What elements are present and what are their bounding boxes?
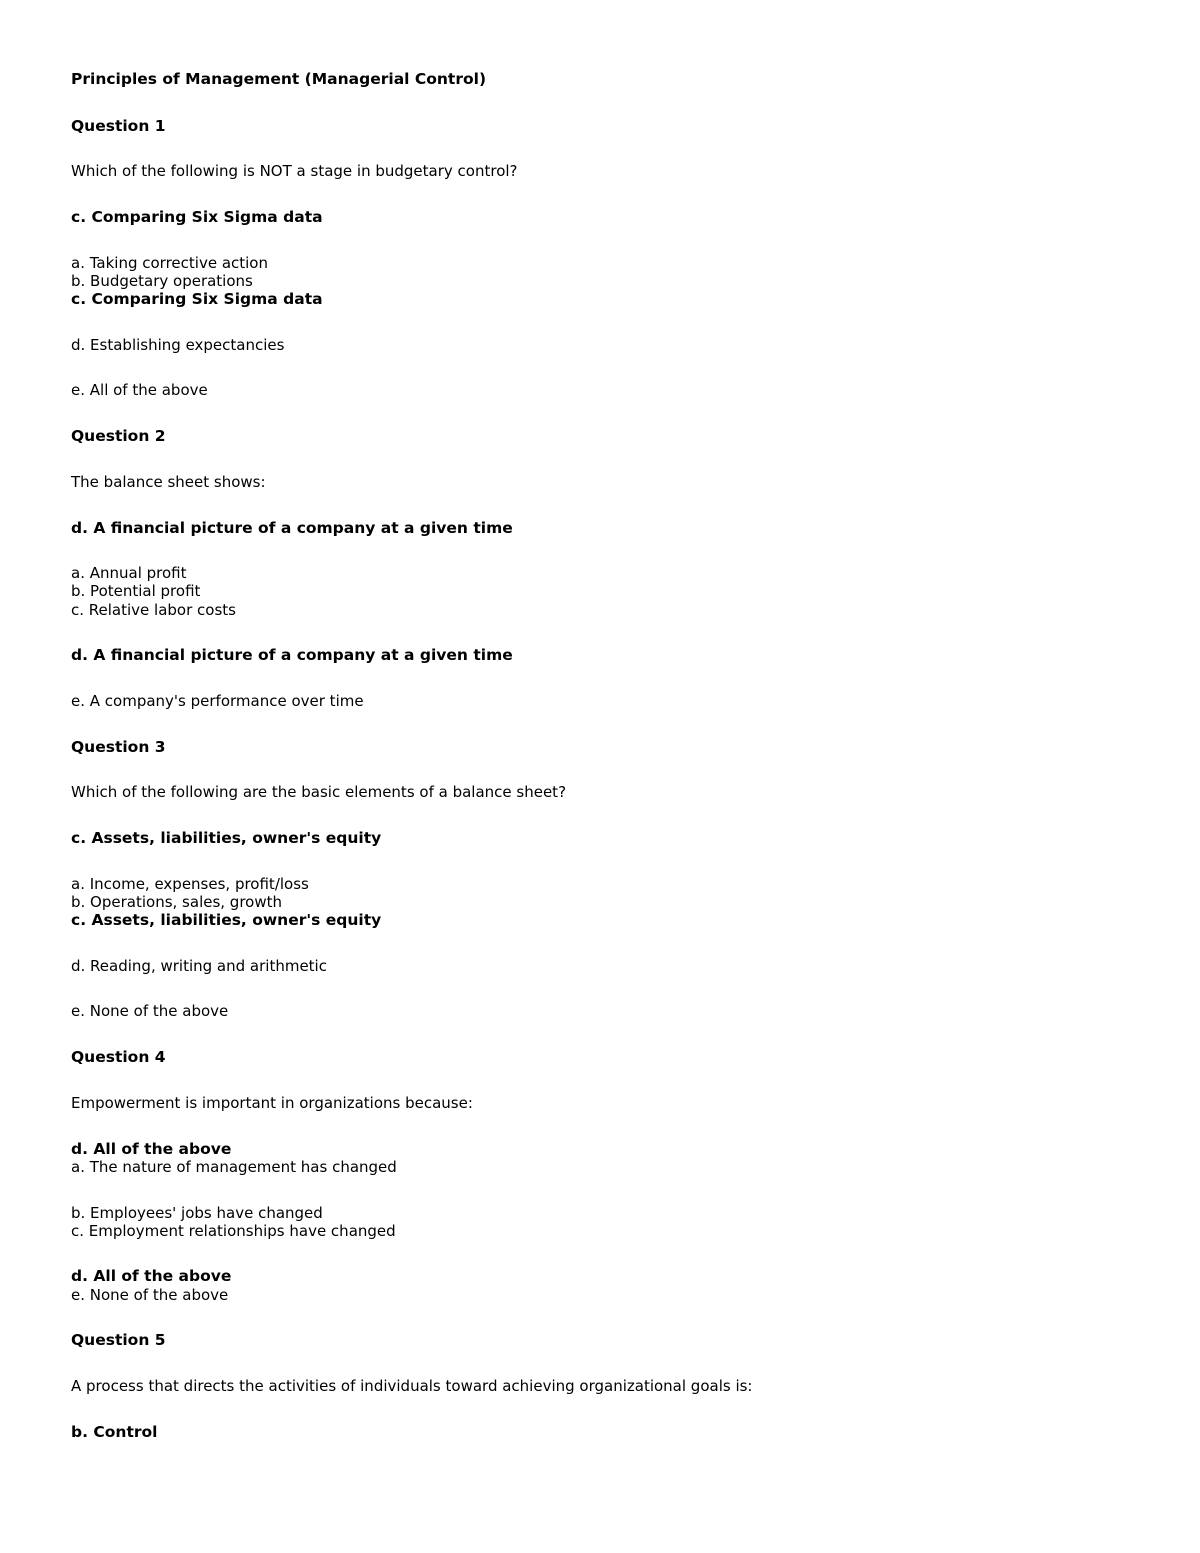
question-4-option-e: e. None of the above xyxy=(71,1286,229,1304)
question-2-prompt: The balance sheet shows: xyxy=(71,473,266,491)
question-3-option-e: e. None of the above xyxy=(71,1002,229,1020)
question-5-prompt: A process that directs the activities of individuals toward achieving organizational goals is: xyxy=(71,1377,753,1395)
question-3-prompt: Which of the following are the basic elements of a balance sheet? xyxy=(71,783,567,801)
question-1-prompt: Which of the following is NOT a stage in budgetary control? xyxy=(71,162,518,180)
question-3-option-b: b. Operations, sales, growth xyxy=(71,893,283,911)
question-2-option-b: b. Potential profit xyxy=(71,582,201,600)
question-3-option-a: a. Income, expenses, profit/loss xyxy=(71,875,309,893)
question-1-option-c: c. Comparing Six Sigma data xyxy=(71,290,323,308)
question-1-option-d: d. Establishing expectancies xyxy=(71,336,285,354)
question-2-option-d: d. A financial picture of a company at a given time xyxy=(71,646,513,664)
question-2-option-c: c. Relative labor costs xyxy=(71,601,236,619)
document-title: Principles of Management (Managerial Control) xyxy=(71,70,487,88)
question-3-option-d: d. Reading, writing and arithmetic xyxy=(71,957,327,975)
question-5-heading: Question 5 xyxy=(71,1331,166,1349)
question-4-option-c: c. Employment relationships have changed xyxy=(71,1222,396,1240)
question-4-option-a: a. The nature of management has changed xyxy=(71,1158,397,1176)
question-1-option-b: b. Budgetary operations xyxy=(71,272,253,290)
question-1-answer: c. Comparing Six Sigma data xyxy=(71,208,323,226)
question-5-answer: b. Control xyxy=(71,1423,158,1441)
question-3-answer: c. Assets, liabilities, owner's equity xyxy=(71,829,382,847)
question-1-heading: Question 1 xyxy=(71,117,166,135)
question-4-heading: Question 4 xyxy=(71,1048,166,1066)
question-4-option-d: d. All of the above xyxy=(71,1267,232,1285)
question-1-option-e: e. All of the above xyxy=(71,381,208,399)
question-2-option-a: a. Annual profit xyxy=(71,564,187,582)
question-4-prompt: Empowerment is important in organizations because: xyxy=(71,1094,473,1112)
question-2-heading: Question 2 xyxy=(71,427,166,445)
question-2-answer: d. A financial picture of a company at a given time xyxy=(71,519,513,537)
question-3-option-c: c. Assets, liabilities, owner's equity xyxy=(71,911,382,929)
question-4-option-b: b. Employees' jobs have changed xyxy=(71,1204,323,1222)
question-4-answer: d. All of the above xyxy=(71,1140,232,1158)
question-3-heading: Question 3 xyxy=(71,738,166,756)
question-2-option-e: e. A company's performance over time xyxy=(71,692,364,710)
question-1-option-a: a. Taking corrective action xyxy=(71,254,268,272)
